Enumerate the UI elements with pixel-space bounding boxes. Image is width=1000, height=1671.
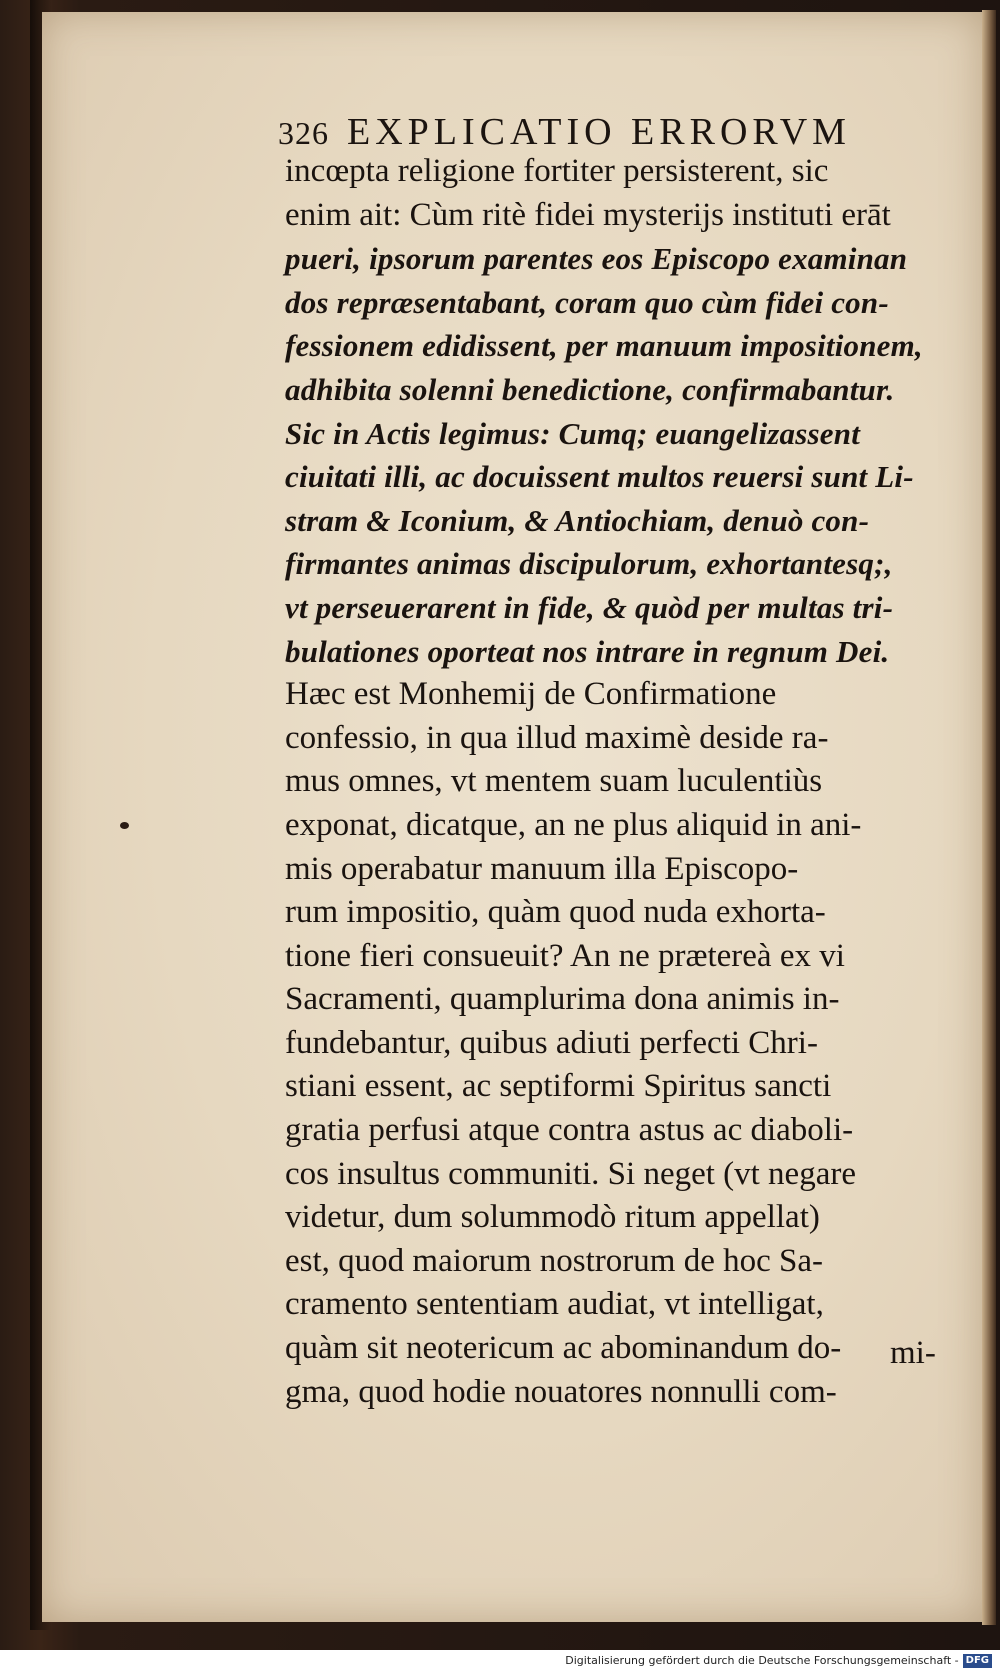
text-line: fundebantur, quibus adiuti perfecti Chri- (285, 1024, 818, 1061)
page-edge (982, 10, 996, 1625)
text-line: firmantes animas discipulorum, exhortantesq;, (285, 546, 893, 582)
text-line: dos repræsentabant, coram quo cùm fidei con- (285, 284, 889, 320)
text-line: pueri, ipsorum parentes eos Episcopo examinan (285, 241, 908, 277)
text-line: enim ait: Cùm ritè fidei mysterijs instituti erāt (285, 196, 891, 233)
text-line: cramento sententiam audiat, vt intelligat, (285, 1286, 824, 1323)
ink-blot (120, 822, 129, 829)
text-line: stram & Iconium, & Antiochiam, denuò con- (285, 502, 870, 538)
text-line: gratia perfusi atque contra astus ac diaboli- (285, 1112, 854, 1149)
text-line: mis operabatur manuum illa Episcopo- (285, 850, 799, 887)
text-line: Sic in Actis legimus: Cumq; euangelizassent (285, 415, 861, 451)
dfg-logo-icon: DFG (963, 1654, 992, 1668)
text-line: videtur, dum solummodò ritum appellat) (285, 1199, 820, 1236)
text-line: est, quod maiorum nostrorum de hoc Sa- (285, 1242, 823, 1279)
catchword: mi- (890, 1335, 936, 1371)
footer-credit: Digitalisierung gefördert durch die Deutsche Forschungsgemeinschaft - (565, 1654, 959, 1667)
text-line: incœpta religione fortiter persisterent, sic (285, 153, 829, 189)
text-line: vt perseuerarent in fide, & quòd per multas tri- (285, 589, 894, 625)
text-line: confessio, in qua illud maximè deside ra- (285, 719, 829, 756)
text-line: rum impositio, quàm quod nuda exhorta- (285, 894, 826, 931)
text-line: quàm sit neotericum ac abominandum do- (285, 1330, 842, 1367)
text-line: tione fieri consueuit? An ne prætereà ex vi (285, 937, 845, 974)
body-text (285, 150, 945, 1414)
text-line: exponat, dicatque, an ne plus aliquid in ani- (285, 806, 862, 843)
text-line: bulationes oporteat nos intrare in regnum Dei. (285, 633, 890, 669)
text-line: gma, quod hodie nouatores nonnulli com- (285, 1373, 837, 1410)
text-line: cos insultus communiti. Si neget (vt negare (285, 1155, 856, 1192)
digitization-footer (0, 1650, 1000, 1671)
text-line: Sacramenti, quamplurima dona animis in- (285, 981, 840, 1018)
text-line: fessionem edidissent, per manuum impositionem, (285, 328, 923, 364)
page-number: 326 (278, 115, 329, 151)
running-head-title: EXPLICATIO ERRORVM (347, 111, 851, 153)
text-line: Hæc est Monhemij de Confirmatione (285, 676, 777, 713)
text-line: stiani essent, ac septiformi Spiritus sancti (285, 1068, 832, 1105)
text-line: ciuitati illi, ac docuissent multos reuersi sunt Li- (285, 459, 914, 495)
text-line: mus omnes, vt mentem suam luculentiùs (285, 763, 823, 800)
text-line: adhibita solenni benedictione, confirmabantur. (285, 371, 895, 407)
